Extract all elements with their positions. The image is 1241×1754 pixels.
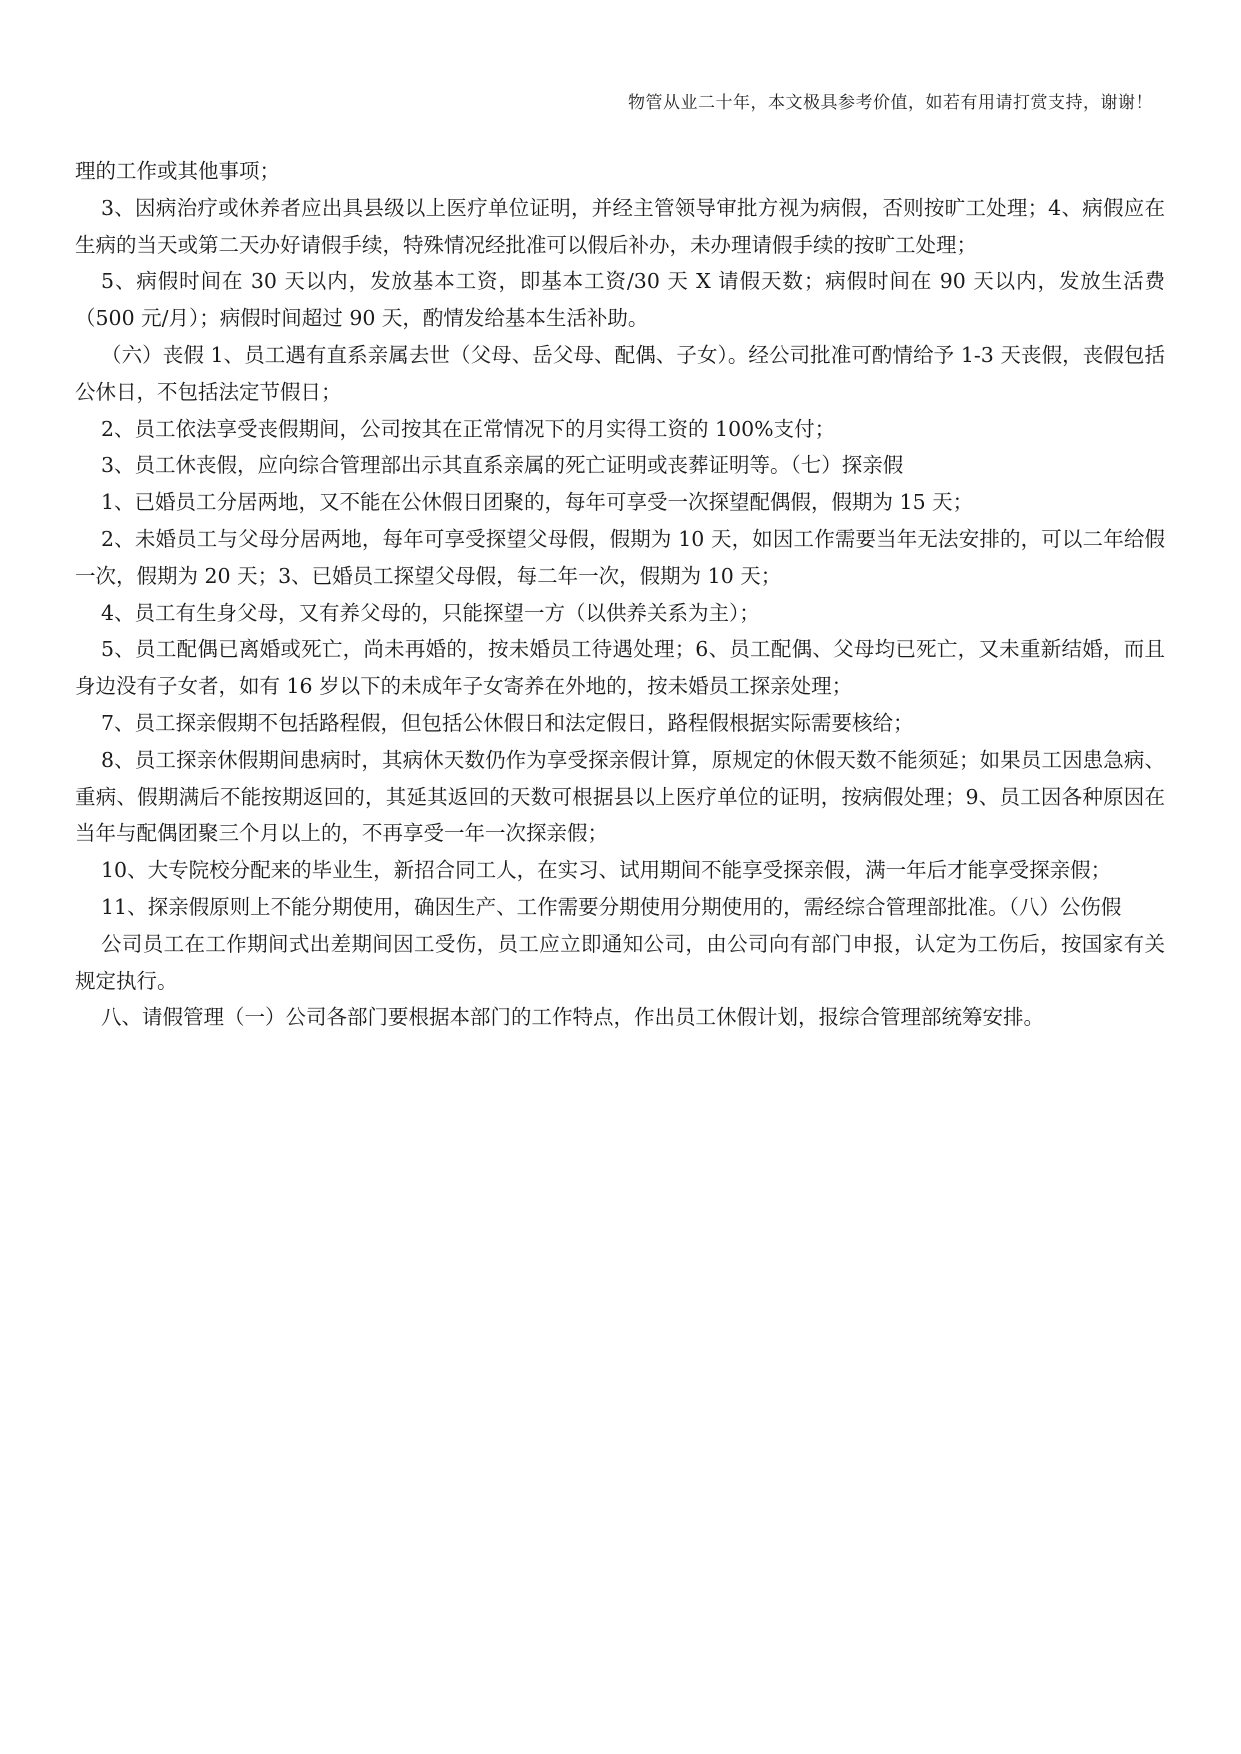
paragraph: 11、探亲假原则上不能分期使用，确因生产、工作需要分期使用分期使用的，需经综合管理部批准。（八）公伤假: [101, 894, 1122, 919]
paragraph: 8、员工探亲休假期间患病时，其病休天数仍作为享受探亲假计算，原规定的休假天数不能须延；如果员工因患急病、重病、假期满后不能按期返回的，其延其返回的天数可根据县以上医疗单位的证明，按病假处理；9、员工因各种原因在当年与配偶团聚三个月以上的，不再享受一年一次探亲假；: [75, 747, 1165, 846]
document-body: [75, 153, 1165, 1036]
paragraph: 5、病假时间在 30 天以内，发放基本工资，即基本工资/30 天 X 请假天数；病假时间在 90 天以内，发放生活费（500 元/月）；病假时间超过 90 天，酌情发给基本生活补助。: [75, 269, 1165, 331]
paragraph: 2、未婚员工与父母分居两地，每年可享受探望父母假，假期为 10 天，如因工作需要当年无法安排的，可以二年给假一次，假期为 20 天；3、已婚员工探望父母假，每二年一次，假期为 10 天；: [75, 526, 1165, 588]
paragraph: 理的工作或其他事项；: [75, 159, 280, 183]
paragraph: （六）丧假 1、员工遇有直系亲属去世（父母、岳父母、配偶、子女）。经公司批准可酌情给予 1-3 天丧假，丧假包括公休日，不包括法定节假日；: [75, 342, 1165, 404]
paragraph: 4、员工有生身父母，又有养父母的，只能探望一方（以供养关系为主）；: [101, 600, 760, 625]
paragraph: 1、已婚员工分居两地，又不能在公休假日团聚的，每年可享受一次探望配偶假，假期为 15 天；: [101, 490, 974, 515]
paragraph: 10、大专院校分配来的毕业生，新招合同工人，在实习、试用期间不能享受探亲假，满一年后才能享受探亲假；: [101, 858, 1112, 883]
header-note: 物管从业二十年，本文极具参考价值，如若有用请打赏支持，谢谢！: [628, 93, 1153, 113]
paragraph: 3、员工休丧假，应向综合管理部出示其直系亲属的死亡证明或丧葬证明等。（七）探亲假: [101, 453, 904, 478]
paragraph: 3、因病治疗或休养者应出具县级以上医疗单位证明，并经主管领导审批方视为病假，否则按旷工处理；4、病假应在生病的当天或第二天办好请假手续，特殊情况经批准可以假后补办，未办理请假手续的按旷工处理；: [75, 195, 1165, 257]
paragraph: 7、员工探亲假期不包括路程假，但包括公休假日和法定假日，路程假根据实际需要核给；: [101, 710, 914, 735]
paragraph: 八、请假管理（一）公司各部门要根据本部门的工作特点，作出员工休假计划，报综合管理部统筹安排。: [101, 1005, 1044, 1030]
paragraph: 2、员工依法享受丧假期间，公司按其在正常情况下的月实得工资的 100%支付；: [101, 416, 836, 441]
paragraph: 公司员工在工作期间式出差期间因工受伤，员工应立即通知公司，由公司向有部门申报，认定为工伤后，按国家有关规定执行。: [75, 931, 1165, 993]
paragraph: 5、员工配偶已离婚或死亡，尚未再婚的，按未婚员工待遇处理；6、员工配偶、父母均已死亡，又未重新结婚，而且身边没有子女者，如有 16 岁以下的未成年子女寄养在外地的，按未婚员工探亲处理；: [75, 637, 1165, 699]
